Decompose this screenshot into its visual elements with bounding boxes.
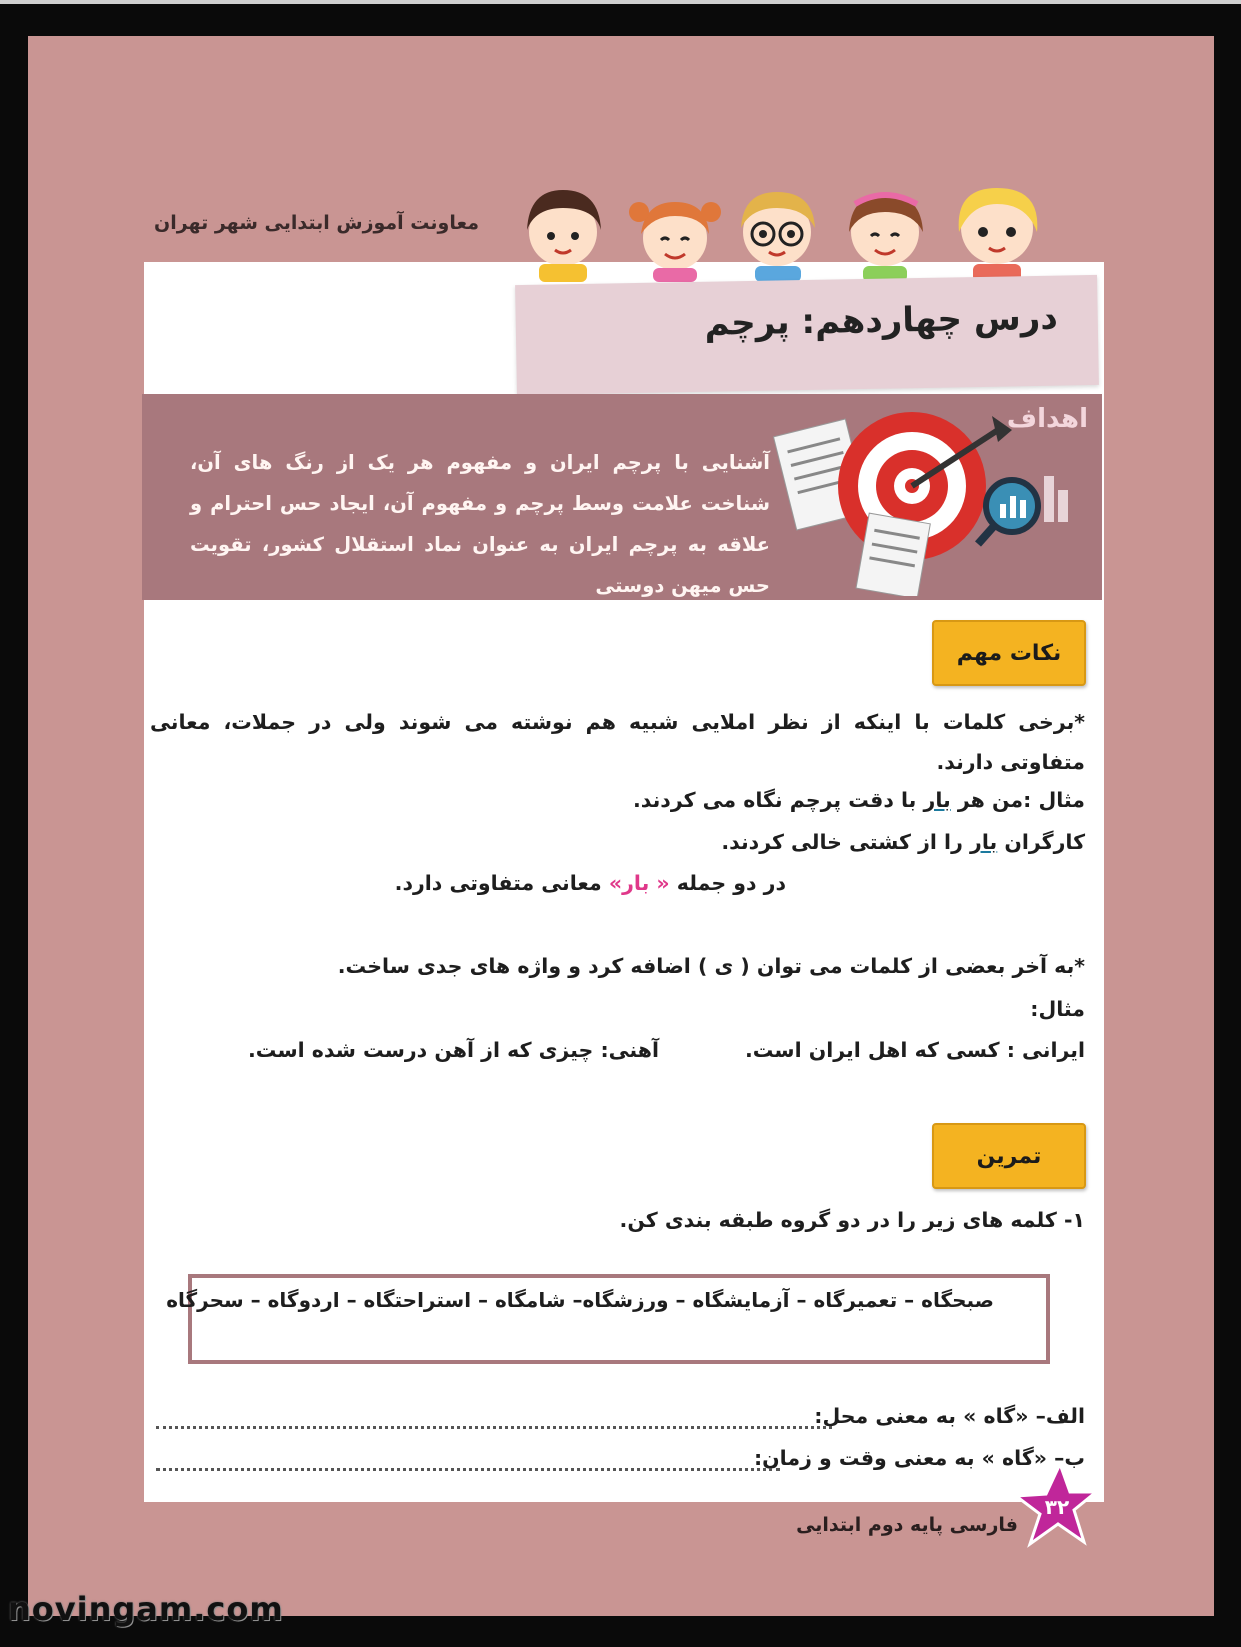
lesson-title: درس چهاردهم: پرچم xyxy=(704,297,1059,344)
header-credit: معاونت آموزش ابتدایی شهر تهران xyxy=(153,212,479,234)
example-2-word: بار xyxy=(970,830,998,854)
child-face-5 xyxy=(959,188,1038,282)
group-b-answer-line[interactable] xyxy=(156,1466,780,1471)
example-label: مثال: xyxy=(1030,997,1085,1021)
example-sentence-1 xyxy=(633,788,1085,812)
goals-label: اهداف xyxy=(1006,404,1088,434)
example-sentence-2 xyxy=(721,830,1085,854)
lesson-title-card xyxy=(515,275,1099,395)
child-face-4 xyxy=(849,194,923,282)
child-face-2 xyxy=(629,202,721,282)
exercise-tag: تمرین xyxy=(932,1123,1086,1189)
example-1-word: بار xyxy=(923,788,951,812)
child-face-1 xyxy=(527,190,601,282)
page-number-star-icon xyxy=(1010,1462,1096,1548)
word-list-box xyxy=(166,1274,1050,1364)
document-icon xyxy=(856,513,930,596)
example-1-prefix: مثال :من هر xyxy=(950,788,1085,812)
page-number: ۳۲ xyxy=(1044,1495,1070,1519)
exercise-question: ۱- کلمه های زیر را در دو گروه طبقه بندی کن. xyxy=(619,1208,1085,1232)
goals-text: آشنایی با پرچم ایران و مفهوم هر یک از رنگ های آن، شناخت علامت وسط پرچم و مفهوم آن، ایجاد حس احترام و علاقه به پرچم ایران به عنوان نماد استقلال کشور، تقویت حس میهن دوستی xyxy=(190,451,770,597)
example-1-suffix: با دقت پرچم نگاه می کردند. xyxy=(632,788,924,812)
summary-word: « بار» xyxy=(608,871,670,895)
goals-band xyxy=(142,394,1102,600)
child-face-3 xyxy=(741,192,815,282)
top-edge xyxy=(0,0,1241,4)
magnifier-chart-icon xyxy=(978,476,1068,544)
target-icon xyxy=(762,406,1082,596)
example-summary xyxy=(395,871,786,895)
book-title: فارسی پایه دوم ابتدایی xyxy=(796,1514,1018,1536)
group-a-answer-line[interactable] xyxy=(156,1424,832,1429)
example-2-suffix: را از کشتی خالی کردند. xyxy=(721,830,971,854)
example-ahani: آهنی: چیزی که از آهن درست شده است. xyxy=(247,1038,659,1062)
word-list: صبحگاه – تعمیرگاه – آزمایشگاه – ورزشگاه– شامگاه – استراحتگاه – اردوگاه – سحرگاه xyxy=(166,1288,994,1312)
group-b-label: ب– «گاه » به معنی وقت و زمان: xyxy=(753,1446,1085,1470)
important-notes-tag: نکات مهم xyxy=(932,620,1086,686)
note-point-1: *برخی کلمات با اینکه از نظر املایی شبیه هم نوشته می شوند ولی در جملات، معانی متفاوتی دارند. xyxy=(150,710,1085,774)
example-irani: ایرانی : کسی که اهل ایران است. xyxy=(744,1038,1085,1062)
children-illustration xyxy=(515,182,1100,282)
example-2-prefix: کارگران xyxy=(997,830,1085,854)
note-point-2: *به آخر بعضی از کلمات می توان ( ی ) اضافه کرد و واژه های جدی ساخت. xyxy=(337,954,1085,978)
summary-suffix: معانی متفاوتی دارد. xyxy=(394,871,609,895)
summary-prefix: در دو جمله xyxy=(669,871,786,895)
watermark: novingam.com xyxy=(8,1590,284,1628)
group-a-label: الف– «گاه » به معنی محل: xyxy=(814,1404,1085,1428)
